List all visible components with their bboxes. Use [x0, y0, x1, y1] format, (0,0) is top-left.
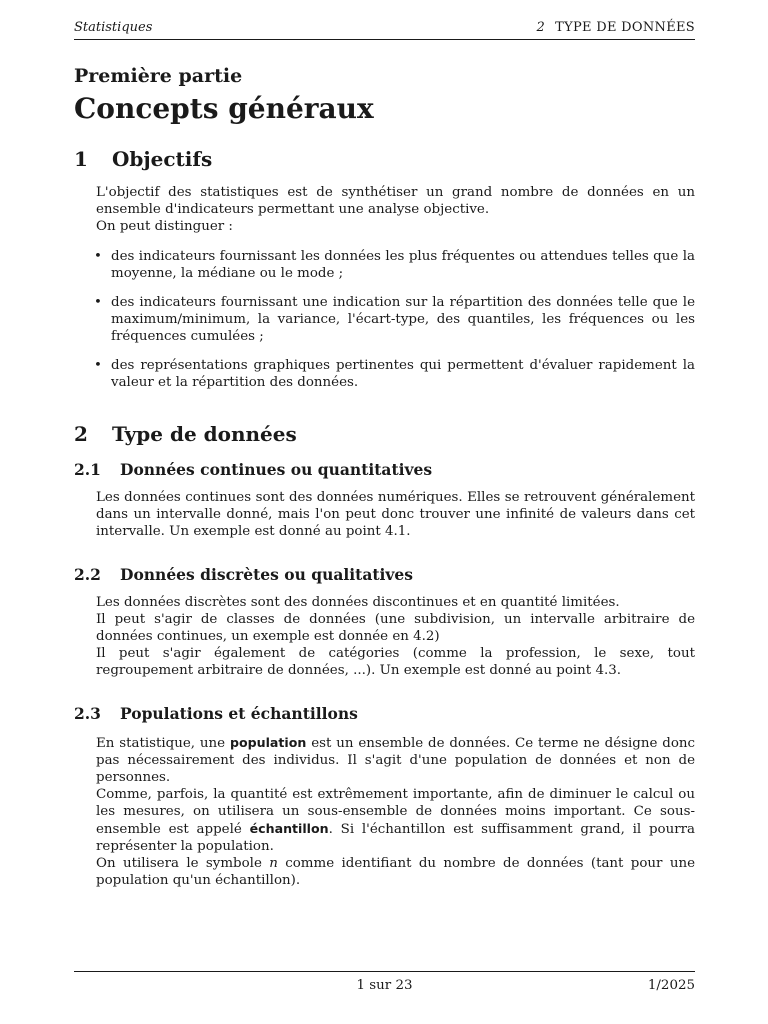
- subsection-title: Données continues ou quantitatives: [120, 460, 433, 479]
- header-section: [537, 19, 695, 37]
- section-number: 1: [74, 147, 88, 171]
- list-item: • des indicateurs fournissant les données les plus fréquentes ou attendues telles que la moyenne, la médiane ou le mode ;: [94, 249, 695, 281]
- subsection-2-2-body: [74, 594, 695, 679]
- part-label: Première partie: [74, 65, 243, 87]
- term-echantillon: échantillon: [249, 821, 329, 836]
- running-header: [74, 19, 695, 40]
- objectives-list: [74, 248, 695, 403]
- bullet-icon: •: [94, 249, 102, 264]
- header-document-title: Statistiques: [74, 20, 153, 35]
- footer-rule: [74, 971, 695, 972]
- header-section-number: 2: [536, 20, 546, 35]
- subsection-2-3-body: [74, 734, 695, 889]
- part-title: Concepts généraux: [74, 92, 374, 125]
- subsection-title: Données discrètes ou qualitatives: [120, 565, 414, 584]
- subsection-2-2-heading: [74, 565, 413, 585]
- list-item: • des indicateurs fournissant une indication sur la répartition des données telle que le maximum/minimum, la variance, l'écart-type, des quantiles, les fréquences ou les fréquences cumulées ;: [94, 295, 695, 344]
- subsection-title: Populations et échantillons: [120, 704, 358, 723]
- list-item: • des représentations graphiques pertinentes qui permettent d'évaluer rapidement la valeur et la répartition des données.: [94, 358, 695, 390]
- paragraph: Comme, parfois, la quantité est extrêmement importante, afin de diminuer le calcul ou les mesures, on utilisera un sous-ensemble de données moins important. Ce sous-ensemble est appelé échantillon. Si l'échantillon est suffisamment grand, il pourra représenter la population.: [96, 787, 695, 854]
- section-number: 2: [74, 422, 88, 446]
- bullet-icon: •: [94, 358, 102, 373]
- section-title: Objectifs: [112, 147, 213, 171]
- paragraph: Les données continues sont des données numériques. Elles se retrouvent généralement dans un intervalle donné, mais l'on peut donc trouver une infinité de valeurs dans cet intervalle. Un exemple est donné au point 4.1.: [96, 490, 695, 539]
- section-title: Type de données: [112, 422, 297, 446]
- section-2-heading: [74, 421, 297, 447]
- paragraph: Les données discrètes sont des données discontinues et en quantité limitées.: [96, 595, 620, 610]
- subsection-number: 2.3: [74, 704, 101, 723]
- math-variable-n: n: [269, 856, 278, 871]
- header-section-title: TYPE DE DONNÉES: [555, 20, 695, 35]
- paragraph: Il peut s'agir de classes de données (une subdivision, un intervalle arbitraire de données continues, un exemple est donnée en 4.2): [96, 612, 695, 644]
- subsection-number: 2.2: [74, 565, 101, 584]
- paragraph: On peut distinguer :: [96, 219, 233, 234]
- document-page: [74, 0, 695, 1024]
- paragraph: En statistique, une population est un ensemble de données. Ce terme ne désigne donc pas nécessairement des individus. Il s'agit d'une population de données et non de personnes.: [96, 735, 696, 785]
- section-1-heading: [74, 146, 212, 172]
- subsection-2-1-body: [74, 489, 695, 540]
- paragraph: On utilisera le symbole n comme identifiant du nombre de données (tant pour une population qu'un échantillon).: [96, 856, 695, 888]
- bullet-icon: •: [94, 295, 102, 310]
- subsection-2-3-heading: [74, 704, 358, 724]
- subsection-2-1-heading: [74, 460, 432, 480]
- paragraph: L'objectif des statistiques est de synthétiser un grand nombre de données en un ensemble d'indicateurs permettant une analyse objective.: [96, 185, 695, 217]
- term-population: population: [229, 735, 307, 750]
- page-number: 1 sur 23: [356, 978, 413, 993]
- section-1-intro: [74, 184, 695, 235]
- paragraph: Il peut s'agir également de catégories (comme la profession, le sexe, tout regroupement arbitraire de données, ...). Un exemple est donné au point 4.3.: [96, 646, 695, 678]
- subsection-number: 2.1: [74, 460, 101, 479]
- footer-date: 1/2025: [647, 978, 695, 993]
